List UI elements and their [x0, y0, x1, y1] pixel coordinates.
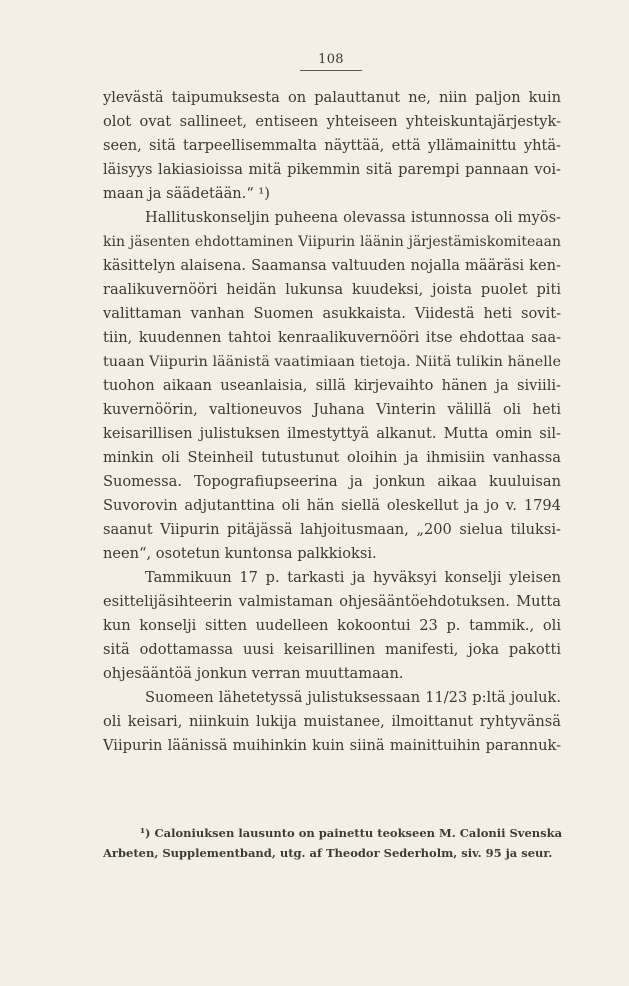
- text-line: Hallituskonseljin puheena olevassa istunnossa oli myös-: [145, 209, 561, 226]
- text-line: läisyys lakiasioissa mitä pikemmin sitä parempi pannaan voi-: [103, 161, 561, 178]
- text-line: kuvernöörin, valtioneuvos Juhana Vinterin välillä oli heti: [103, 401, 561, 418]
- text-line: raalikuvernööri heidän lukunsa kuudeksi, joista puolet piti: [103, 281, 561, 298]
- page-number-rule: [300, 70, 362, 71]
- text-line: olot ovat sallineet, entiseen yhteiseen yhteiskuntajärjestyk-: [103, 113, 561, 130]
- text-line: Tammikuun 17 p. tarkasti ja hyväksyi konselji yleisen: [145, 569, 561, 586]
- text-line: ohjesääntöä jonkun verran muuttamaan.: [103, 665, 404, 682]
- text-line: esittelijäsihteerin valmistaman ohjesääntöehdotuksen. Mutta: [103, 593, 561, 610]
- text-line: seen, sitä tarpeellisemmalta näyttää, että yllämainittu yhtä-: [103, 137, 561, 154]
- text-line: Suvorovin adjutanttina oli hän siellä oleskellut ja jo v. 1794: [103, 497, 561, 514]
- text-line: keisarillisen julistuksen ilmestyttyä alkanut. Mutta omin sil-: [103, 425, 561, 442]
- footnote-line: ¹) Caloniuksen lausunto on painettu teokseen M. Calonii Svenska: [140, 826, 563, 840]
- text-line: maan ja säädetään.“ ¹): [103, 185, 270, 202]
- text-line: tiin, kuudennen tahtoi kenraalikuvernööri itse ehdottaa saa-: [103, 329, 561, 346]
- text-line: sitä odottamassa uusi keisarillinen manifesti, joka pakotti: [103, 641, 561, 658]
- text-line: Viipurin läänissä muihinkin kuin siinä mainittuihin parannuk-: [103, 737, 561, 754]
- footnote-line: Arbeten, Supplementband, utg. af Theodor Sederholm, siv. 95 ja seur.: [103, 846, 553, 860]
- text-line: kun konselji sitten uudelleen kokoontui 23 p. tammik., oli: [103, 617, 561, 634]
- text-line: Suomeen lähetetyssä julistuksessaan 11/23 p:ltä jouluk.: [145, 689, 561, 706]
- text-line: valittaman vanhan Suomen asukkaista. Viidestä heti sovit-: [103, 305, 561, 322]
- text-line: tuaan Viipurin läänistä vaatimiaan tietoja. Niitä tulikin hänelle: [103, 354, 561, 370]
- text-line: käsittelyn alaisena. Saamansa valtuuden nojalla määräsi ken-: [103, 257, 561, 274]
- text-line: neen“, osotetun kuntonsa palkkioksi.: [103, 545, 377, 562]
- text-line: kin jäsenten ehdottaminen Viipurin läänin järjestämiskomiteaan: [103, 234, 561, 250]
- text-line: ylevästä taipumuksesta on palauttanut ne, niin paljon kuin: [103, 89, 561, 106]
- page-number: 108: [318, 52, 344, 67]
- text-line: minkin oli Steinheil tutustunut oloihin ja ihmisiin vanhassa: [103, 449, 561, 466]
- text-line: oli keisari, niinkuin lukija muistanee, ilmoittanut ryhtyvänsä: [103, 713, 561, 730]
- text-line: saanut Viipurin pitäjässä lahjoitusmaan, „200 sielua tiluksi-: [103, 521, 561, 538]
- text-line: tuohon aikaan useanlaisia, sillä kirjevaihto hänen ja siviili-: [103, 377, 561, 394]
- text-line: Suomessa. Topografiupseerina ja jonkun aikaa kuuluisan: [103, 473, 561, 490]
